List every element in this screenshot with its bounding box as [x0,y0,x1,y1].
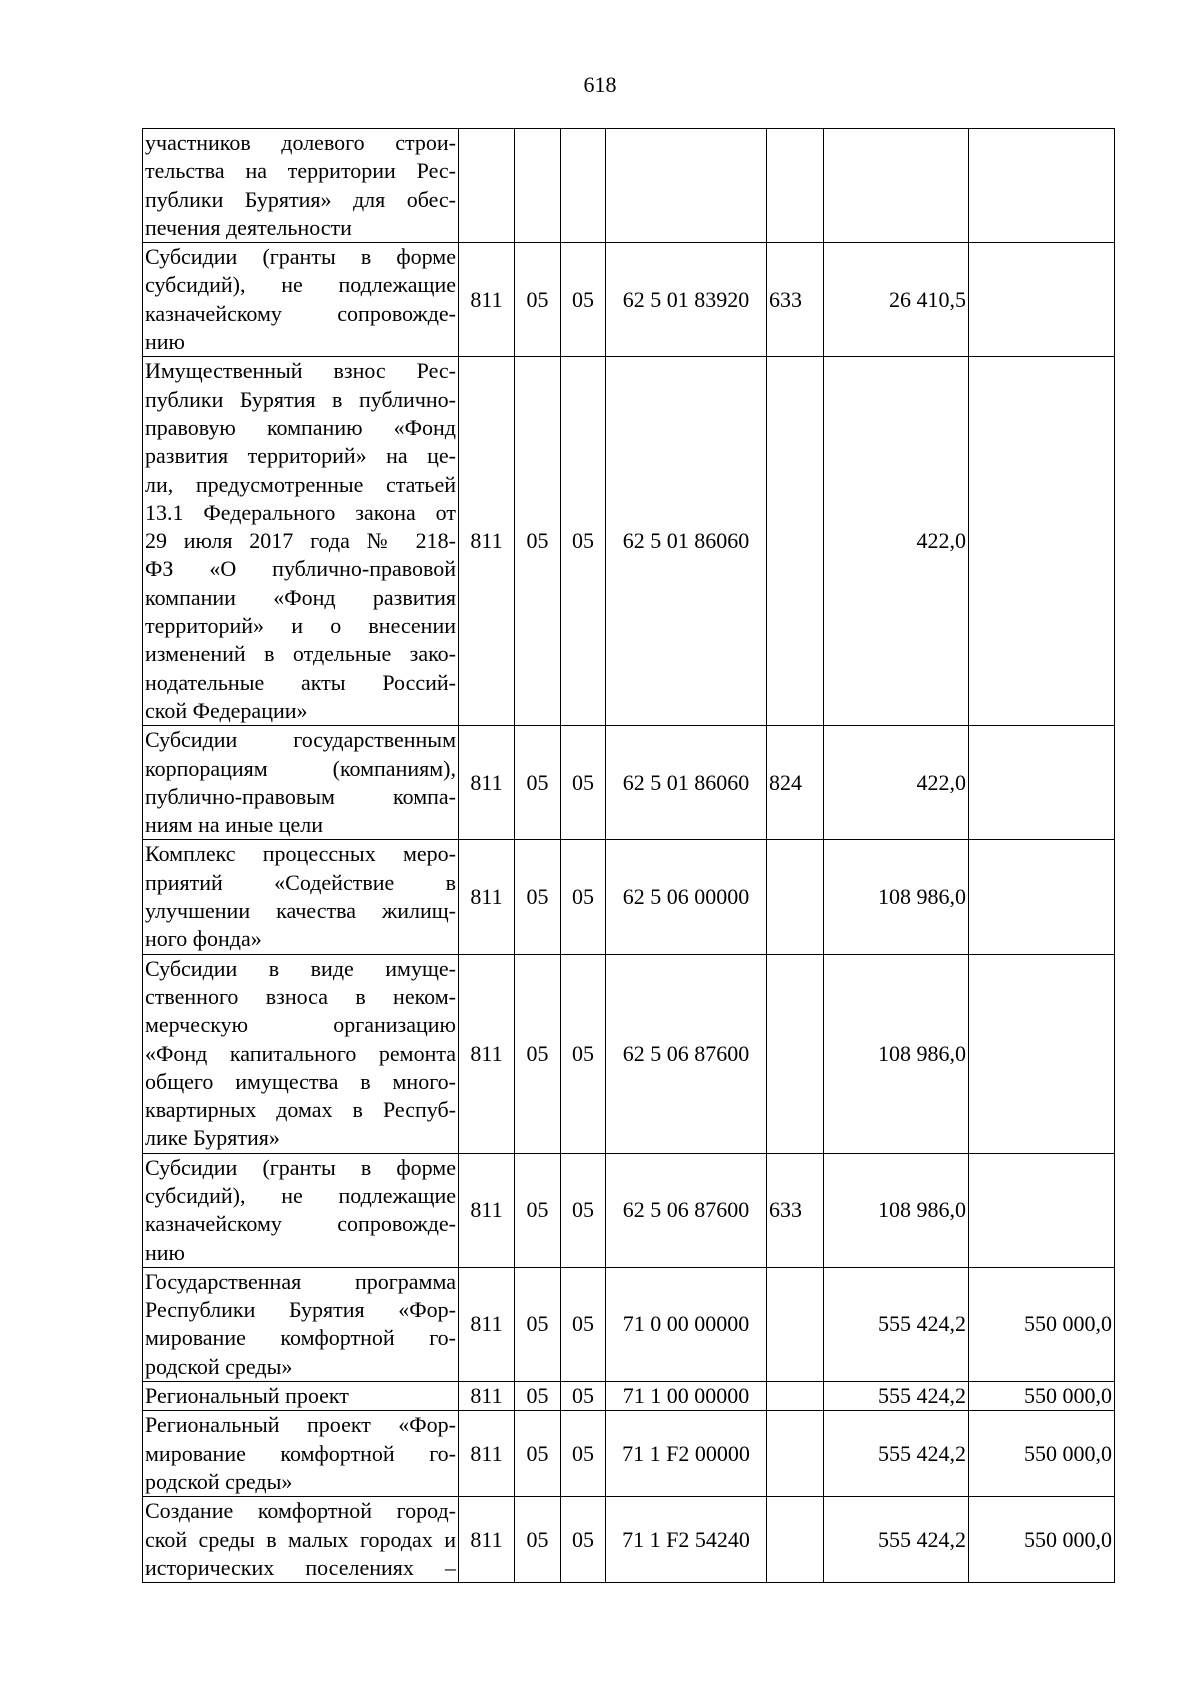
cell-amount-1 [824,129,969,243]
description-line: изменений в отдельные зако- [145,641,456,667]
description-line: Субсидии государственным [145,727,456,753]
cell-amount-2 [969,954,1115,1153]
cell-amount-1: 26 410,5 [824,243,969,357]
description-line: мирование комфортной го- [145,1325,456,1351]
description-line: Региональный проект «Фор- [145,1412,456,1438]
description-line: квартирных домах в Респуб- [145,1097,456,1123]
table-row [143,357,1115,726]
cell-expense-type-code [767,1411,824,1497]
cell-subsection-code: 05 [561,243,606,357]
cell-amount-1: 555 424,2 [824,1497,969,1583]
cell-expense-type-code: 824 [767,726,824,840]
cell-subsection-code: 05 [561,1382,606,1411]
cell-department-code: 811 [459,1153,515,1267]
cell-description [143,1382,459,1411]
table-row [143,129,1115,243]
cell-description [143,357,459,726]
description-line: улучшении качества жилищ- [145,898,456,924]
description-line: тельства на территории Рес- [145,158,456,184]
cell-department-code: 811 [459,1267,515,1381]
cell-description [143,1267,459,1381]
cell-target-item-code: 62 5 01 83920 [606,243,767,357]
cell-expense-type-code [767,954,824,1153]
cell-subsection-code: 05 [561,840,606,954]
cell-section-code: 05 [515,840,561,954]
description-line: ли, предусмотренные статьей [145,471,456,497]
cell-expense-type-code [767,840,824,954]
cell-subsection-code: 05 [561,726,606,840]
description-line: мирование комфортной го- [145,1440,456,1466]
cell-target-item-code: 71 1 F2 00000 [606,1411,767,1497]
cell-section-code: 05 [515,243,561,357]
cell-amount-2 [969,129,1115,243]
cell-target-item-code: 62 5 01 86060 [606,357,767,726]
description-line: нодательные акты Россий- [145,669,456,695]
table-row [143,954,1115,1153]
description-line: мерческую организацию [145,1012,456,1038]
cell-target-item-code: 62 5 06 87600 [606,954,767,1153]
cell-subsection-code: 05 [561,1411,606,1497]
description-line: Имущественный взнос Рес- [145,358,456,384]
cell-subsection-code: 05 [561,1267,606,1381]
cell-amount-1: 422,0 [824,357,969,726]
table-row [143,1382,1115,1411]
cell-target-item-code: 71 0 00 00000 [606,1267,767,1381]
table-row [143,1153,1115,1267]
description-line: Государственная программа [145,1268,456,1294]
description-line: казначейскому сопровожде- [145,300,456,326]
description-line: лике Бурятия» [145,1125,280,1151]
cell-description [143,954,459,1153]
cell-description [143,243,459,357]
cell-subsection-code: 05 [561,1497,606,1583]
description-line: исторических поселениях – [145,1554,456,1580]
description-line: 29 июля 2017 года № 218- [145,528,456,554]
cell-description [143,1153,459,1267]
cell-amount-1: 108 986,0 [824,840,969,954]
cell-section-code [515,129,561,243]
cell-department-code: 811 [459,1497,515,1583]
description-line: казначейскому сопровожде- [145,1211,456,1237]
description-line: развития территорий» на це- [145,443,456,469]
cell-target-item-code [606,129,767,243]
cell-expense-type-code: 633 [767,1153,824,1267]
cell-department-code: 811 [459,243,515,357]
cell-amount-2 [969,357,1115,726]
description-line: нию [145,1239,185,1265]
table-row [143,1497,1115,1583]
cell-department-code: 811 [459,726,515,840]
description-line: территорий» и о внесении [145,613,456,639]
cell-amount-2 [969,1153,1115,1267]
cell-description [143,129,459,243]
cell-target-item-code: 62 5 01 86060 [606,726,767,840]
description-line: субсидий), не подлежащие [145,272,456,298]
description-line: Создание комфортной город- [145,1498,456,1524]
description-line: корпорациям (компаниям), [145,755,456,781]
cell-amount-1: 108 986,0 [824,954,969,1153]
cell-description [143,1497,459,1583]
cell-amount-2 [969,840,1115,954]
table-row [143,1267,1115,1381]
description-line: приятий «Содействие в [145,869,456,895]
cell-target-item-code: 71 1 F2 54240 [606,1497,767,1583]
table-row [143,726,1115,840]
description-line: родской среды» [145,1353,293,1379]
cell-amount-1: 108 986,0 [824,1153,969,1267]
table-row [143,840,1115,954]
description-line: печения деятельности [145,214,352,240]
cell-amount-2: 550 000,0 [969,1411,1115,1497]
description-line: Субсидии (гранты в форме [145,1154,456,1180]
description-line: ственного взноса в неком- [145,983,456,1009]
cell-amount-2 [969,243,1115,357]
cell-description [143,726,459,840]
description-line: субсидий), не подлежащие [145,1182,456,1208]
cell-section-code: 05 [515,357,561,726]
cell-expense-type-code [767,1382,824,1411]
description-line: ФЗ «О публично-правовой [145,556,456,582]
cell-department-code [459,129,515,243]
description-line: Комплекс процессных меро- [145,841,456,867]
description-line: 13.1 Федерального закона от [145,499,456,525]
cell-expense-type-code [767,1497,824,1583]
cell-description [143,840,459,954]
description-line: ниям на иные цели [145,812,324,838]
cell-amount-2: 550 000,0 [969,1267,1115,1381]
cell-amount-2 [969,726,1115,840]
cell-expense-type-code [767,1267,824,1381]
cell-amount-2: 550 000,0 [969,1497,1115,1583]
description-line: общего имущества в много- [145,1068,456,1094]
description-line: родской среды» [145,1468,293,1494]
cell-section-code: 05 [515,1411,561,1497]
table-row [143,243,1115,357]
description-line: публики Бурятия в публично- [145,386,456,412]
cell-amount-1: 555 424,2 [824,1267,969,1381]
cell-department-code: 811 [459,1411,515,1497]
cell-department-code: 811 [459,954,515,1153]
cell-department-code: 811 [459,1382,515,1411]
description-line: участников долевого строи- [145,130,456,155]
cell-amount-1: 555 424,2 [824,1411,969,1497]
budget-table [142,128,1115,1583]
description-line: ской среды в малых городах и [145,1526,456,1552]
description-line: ного фонда» [145,926,262,952]
cell-target-item-code: 62 5 06 87600 [606,1153,767,1267]
description-line: Субсидии (гранты в форме [145,244,456,270]
cell-section-code: 05 [515,1153,561,1267]
cell-section-code: 05 [515,726,561,840]
cell-expense-type-code [767,129,824,243]
cell-department-code: 811 [459,357,515,726]
cell-section-code: 05 [515,1497,561,1583]
cell-subsection-code: 05 [561,1153,606,1267]
page-number: 618 [583,72,617,97]
table-row [143,1411,1115,1497]
description-line: Субсидии в виде имуще- [145,955,456,981]
description-line: правовую компанию «Фонд [145,414,456,440]
description-line: публики Бурятия» для обес- [145,186,456,212]
cell-amount-1: 422,0 [824,726,969,840]
cell-subsection-code [561,129,606,243]
description-line: нию [145,329,185,355]
description-line: Региональный проект [145,1383,349,1409]
description-line: ской Федерации» [145,697,308,723]
cell-target-item-code: 62 5 06 00000 [606,840,767,954]
cell-expense-type-code: 633 [767,243,824,357]
budget-table-body [143,129,1115,1583]
description-line: «Фонд капитального ремонта [145,1040,456,1066]
description-line: Республики Бурятия «Фор- [145,1297,456,1323]
cell-amount-2: 550 000,0 [969,1382,1115,1411]
cell-subsection-code: 05 [561,357,606,726]
cell-subsection-code: 05 [561,954,606,1153]
description-line: публично-правовым компа- [145,783,456,809]
cell-target-item-code: 71 1 00 00000 [606,1382,767,1411]
cell-expense-type-code [767,357,824,726]
cell-section-code: 05 [515,1267,561,1381]
cell-amount-1: 555 424,2 [824,1382,969,1411]
cell-department-code: 811 [459,840,515,954]
cell-section-code: 05 [515,954,561,1153]
description-line: компании «Фонд развития [145,584,456,610]
cell-description [143,1411,459,1497]
cell-section-code: 05 [515,1382,561,1411]
